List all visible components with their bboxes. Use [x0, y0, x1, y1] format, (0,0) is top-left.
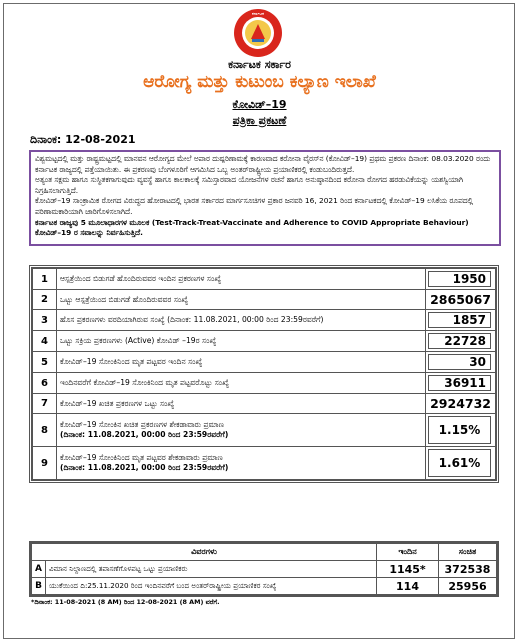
row-label-date: (ದಿನಾಂಕ: 11.08.2021, 00:00 ರಿಂದ 23:59ರವರೆಗೆ)	[60, 463, 229, 472]
row-label-line: ಕೋವಿಡ್–19 ಸೋಂಕಿನಿಂದ ಮೃತ ಪಟ್ಟವರ ಶೇಕಡಾವಾರು ಪ್ರಮಾಣ	[60, 453, 223, 462]
table-row	[33, 331, 496, 352]
press-release-heading: ಪತ್ರಿಕಾ ಪ್ರಕಟಣೆ	[232, 114, 287, 127]
today-value: 1145*	[377, 561, 439, 578]
table-row	[32, 561, 497, 578]
cumulative-value: 372538	[439, 561, 497, 578]
emblem-text: ಕರ್ನಾಟಕ	[252, 11, 264, 16]
intro-box	[29, 150, 501, 246]
department-title: ಆರೋಗ್ಯ ಮತ್ತು ಕುಟುಂಬ ಕಲ್ಯಾಣ ಇಲಾಖೆ	[143, 72, 376, 92]
table-row	[32, 578, 497, 595]
row-number: 2	[33, 290, 57, 310]
row-label: ಇಂದಿನವರೆಗೆ ಕೋವಿಡ್–19 ಸೋಂಕಿನಿಂದ ಮೃತ ಪಟ್ಟವರೊಟ್ಟು ಸಂಖ್ಯೆ	[57, 373, 426, 394]
row-label: ಆಸ್ಪತ್ರೆಯಿಂದ ಬಿಡುಗಡೆ ಹೊಂದಿರುವವರ ಇಂದಿನ ಪ್ರಕರಣಗಳ ಸಂಖ್ಯೆ	[57, 269, 426, 290]
today-value: 114	[377, 578, 439, 595]
row-label: ಕೋವಿಡ್–19 ಖಚಿತ ಪ್ರಕರಣಗಳ ಒಟ್ಟು ಸಂಖ್ಯೆ	[57, 394, 426, 414]
row-number: 4	[33, 331, 57, 352]
row-label: B	[32, 578, 46, 595]
row-description: ವಿಮಾನ ನಿಲ್ದಾಣದಲ್ಲಿ ತಪಾಸಣೆಗೊಳಪಟ್ಟ ಒಟ್ಟು ಪ್ರಯಾಣಿಕರು	[46, 561, 377, 578]
table-row	[33, 373, 496, 394]
table-row	[33, 394, 496, 414]
government-name: ಕರ್ನಾಟಕ ಸರ್ಕಾರ	[228, 58, 291, 71]
intro-paragraph: ಕರ್ನಾಟಕ ರಾಜ್ಯವು 5 ಮೂಲಾಧಾರಗಳ ಮೂಲಕ (Test-Track-Treat-Vaccinate and Adherence to COVID Appropriate Behaviour) ಕೋವಿಡ್–19 ರ ಸವಾಲನ್ನು ನಿರ್ವಹಿಸುತ್ತಿದೆ.	[35, 217, 469, 238]
row-label: ಒಟ್ಟು ಸಕ್ರಿಯ ಪ್ರಕರಣಗಳು (Active) ಕೋವಿಡ್ –19ರ ಸಂಖ್ಯೆ	[57, 331, 426, 352]
table-row	[33, 310, 496, 331]
travellers-table	[29, 541, 499, 597]
column-header: ಇಂದಿನ	[377, 544, 439, 561]
row-number: 5	[33, 352, 57, 373]
row-label	[57, 414, 426, 447]
intro-paragraph: ಕೋವಿಡ್–19 ಸಾಂಕ್ರಾಮಿಕ ರೋಗದ ವಿರುದ್ಧದ ಹೋರಾಟದಲ್ಲಿ ಭಾರತ ಸರ್ಕಾರದ ಮಾರ್ಗಸೂಚಿಗಳ ಪ್ರಕಾರ ಜನವರಿ 16, 2021 ರಿಂದ ಕರ್ನಾಟಕದಲ್ಲಿ ಕೋವಿಡ್–19 ಲಸಿಕೆಯ ರೂಪದಲ್ಲಿ ಪರಿಣಾಮಕಾರಿಯಾಗಿ ಜಾರಿಗೊಳಿಸಲಾಗಿದೆ.	[35, 196, 474, 216]
row-label: ಕೋವಿಡ್–19 ಸೋಂಕಿನಿಂದ ಮೃತ ಪಟ್ಟವರ ಇಂದಿನ ಸಂಖ್ಯೆ	[57, 352, 426, 373]
row-label	[57, 447, 426, 480]
row-value: 1950	[428, 271, 491, 287]
row-label: ಒಟ್ಟು ಆಸ್ಪತ್ರೆಯಿಂದ ಬಿಡುಗಡೆ ಹೊಂದಿರುವವರ ಸಂಖ್ಯೆ	[57, 290, 426, 310]
row-value: 30	[428, 354, 491, 370]
row-label: ಹೊಸ ಪ್ರಕರಣಗಳು ವರದಿಯಾಗಿರುವ ಸಂಖ್ಯೆ (ದಿನಾಂಕ: 11.08.2021, 00:00 ರಿಂದ 23:59ರವರೆಗೆ)	[57, 310, 426, 331]
table-row	[33, 352, 496, 373]
footnote: *ದಿನಾಂಕ: 11-08-2021 (8 AM) ರಿಂದ 12-08-2021 (8 AM) ವರೆಗೆ.	[31, 598, 220, 606]
row-number: 3	[33, 310, 57, 331]
table-header-row	[32, 544, 497, 561]
stats-table	[29, 265, 499, 483]
row-label: A	[32, 561, 46, 578]
row-value: 22728	[428, 333, 491, 349]
row-number: 9	[33, 447, 57, 480]
row-number: 6	[33, 373, 57, 394]
column-header: ವಿವರಗಳು	[32, 544, 377, 561]
row-value: 2865067	[426, 290, 496, 310]
row-value: 1857	[428, 312, 491, 328]
table-row	[33, 414, 496, 447]
subject-heading: ಕೋವಿಡ್–19	[232, 98, 287, 111]
row-label-line: ಕೋವಿಡ್–19 ಸೋಂಕಿನ ಖಚಿತ ಪ್ರಕರಣಗಳ ಶೇಕಡಾವಾರು ಪ್ರಮಾಣ	[60, 420, 224, 429]
row-value: 2924732	[426, 394, 496, 414]
release-date: ದಿನಾಂಕ: 12-08-2021	[30, 133, 136, 146]
table-row	[33, 290, 496, 310]
cumulative-value: 25956	[439, 578, 497, 595]
row-value: 1.61%	[428, 449, 491, 477]
row-number: 1	[33, 269, 57, 290]
table-row	[33, 447, 496, 480]
column-header: ಸಂಚಿತ	[439, 544, 497, 561]
intro-paragraph: ಅತ್ಯಂತ ಸಕ್ಷಮ ಹಾಗೂ ಸುಸ್ಥಿತಕಗಾಗುವುದು ವ್ಯವಸ್ಥೆ ಹಾಗೂ ಕಾಲಕಾಲಕ್ಕೆ ಸಮಿಸ್ತಾರವಾದ ಯೋಜನೆಗಳ ರಚನೆ ಹಾಗೂ ಅನುಷ್ಠಾನದಿಂದ ಕರೋನಾ ರೋಗದ ಹರಡುವಿಕೆಯನ್ನು ಯಶಸ್ವಿಯಾಗಿ ನಿಗ್ರಹಿಸಲಾಗುತ್ತಿದೆ.	[35, 175, 463, 195]
row-label-date: (ದಿನಾಂಕ: 11.08.2021, 00:00 ರಿಂದ 23:59ರವರೆಗೆ)	[60, 430, 229, 439]
row-description: ಯುಕೆಯಿಂದ ದಿ:25.11.2020 ರಿಂದ ಇಂದಿನವರೆಗೆ ಬಂದ ಅಂತರ್‌ರಾಷ್ಟ್ರೀಯ ಪ್ರಯಾಣಿಕರ ಸಂಖ್ಯೆ	[46, 578, 377, 595]
row-value: 36911	[428, 375, 491, 391]
row-number: 8	[33, 414, 57, 447]
intro-paragraph: ವಿಶ್ವಮಟ್ಟದಲ್ಲಿ ಮತ್ತು ರಾಷ್ಟ್ರಮಟ್ಟದಲ್ಲಿ ಮಾನವನ ಆರೋಗ್ಯದ ಮೇಲೆ ಅಪಾರ ದುಷ್ಪರಿಣಾಮಕ್ಕೆ ಕಾರಣವಾದ ಕರೋನಾ ವೈರಸ್‌ನ (ಕೋವಿಡ್–19) ಪ್ರಥಮ ಪ್ರಕರಣ ದಿನಾಂಕ: 08.03.2020 ರಂದು ಕರ್ನಾಟಕ ರಾಜ್ಯದಲ್ಲಿ ಪತ್ತೆಯಾಯಿತು. ಈ ಪ್ರಕರಣವು ಬೆಂಗಳೂರಿಗೆ ಆಗಮಿಸಿದ ಒಬ್ಬ ಅಂತರ್‌ರಾಷ್ಟ್ರೀಯ ಪ್ರಯಾಣಿಕರಲ್ಲಿ ಕಂಡುಬಂದಿರುತ್ತದೆ.	[35, 154, 491, 174]
row-value: 1.15%	[428, 416, 491, 444]
row-number: 7	[33, 394, 57, 414]
karnataka-emblem-icon	[231, 7, 285, 59]
table-row	[33, 269, 496, 290]
